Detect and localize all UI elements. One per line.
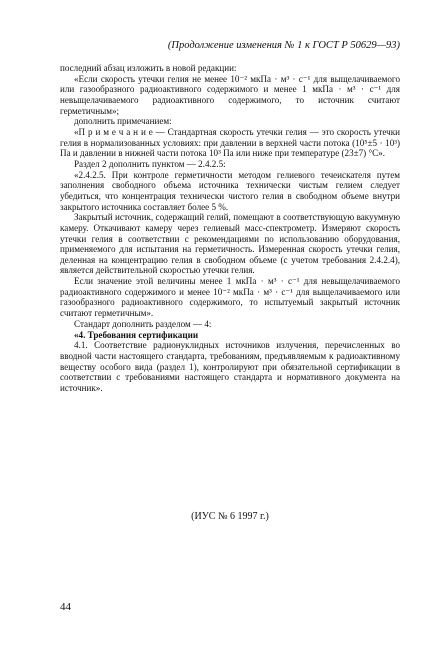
document-body xyxy=(60,63,400,393)
paragraph: Раздел 2 дополнить пунктом — 2.4.2.5: xyxy=(74,159,226,170)
page-header: (Продолжение изменения № 1 к ГОСТ Р 50629—93) xyxy=(167,40,400,51)
publication-reference: (ИУС № 6 1997 г.) xyxy=(191,511,269,522)
paragraph: Закрытый источник, содержащий гелий, помещают в соответствующую вакуумную камеру. Откачивают камеру через гелиевый масс-спектрометр. Измеряют скорость утечки гелия в соответствии с рекомендациями по использованию оборудования, применяемого для испытания на герметичность. Измеренная скорость утечки гелия, деленная на концентрацию гелия в свободном объеме (с учетом требования 2.4.2.4), является действительной скоростью утечки гелия. xyxy=(60,212,400,276)
paragraph: дополнить примечанием: xyxy=(74,116,172,127)
paragraph: «Если скорость утечки гелия не менее 10⁻² мкПа · м³ · с⁻¹ для выщелачиваемого или газообразного радиоактивного содержимого и менее 1 мкПа · м³ · с⁻¹ для невыщелачиваемого радиоактивного содержимого, то источник считают герметичным»; xyxy=(60,73,400,116)
paragraph: Стандарт дополнить разделом — 4: xyxy=(74,318,212,329)
section-heading: «4. Требования сертификации xyxy=(74,329,199,340)
paragraph: «2.4.2.5. При контроле герметичности методом гелиевого течеискателя путем заполнения свободного объема источника технически чистым гелием следует убедиться, что концентрация технически чистого гелия в свободном объеме внутри закрытого источника составляет более 5 %. xyxy=(60,169,400,212)
paragraph: Если значение этой величины менее 1 мкПа · м³ · с⁻¹ для невыщелачиваемого радиоактивного содержимого и менее 10⁻² мкПа · м³ · с⁻¹ для выщелачиваемого или газообразного радиоактивного содержимого, то испытуемый закрытый источник считают герметичным». xyxy=(60,276,400,318)
page-number: 44 xyxy=(60,601,71,613)
paragraph: последний абзац изложить в новой редакции: xyxy=(60,63,237,73)
paragraph: 4.1. Соответствие радионуклидных источников излучения, перечисленных во вводной части настоящего стандарта, требованиям, предъявляемым к радиоактивному веществу особого вида (раздел 1), контролируют при обязательной сертификации в соответствии с требованиями настоящего стандарта и нормативного документа на источник». xyxy=(60,340,400,393)
note-paragraph: «П р и м е ч а н и е — Стандартная скорость утечки гелия — это скорость утечки гелия в нормализованных условиях: при давлении в верхней части потока (10⁵±5 · 10³) Па и давлении в нижней части потока 10³ Па или ниже при температуре (23±7) °С». xyxy=(60,127,400,159)
